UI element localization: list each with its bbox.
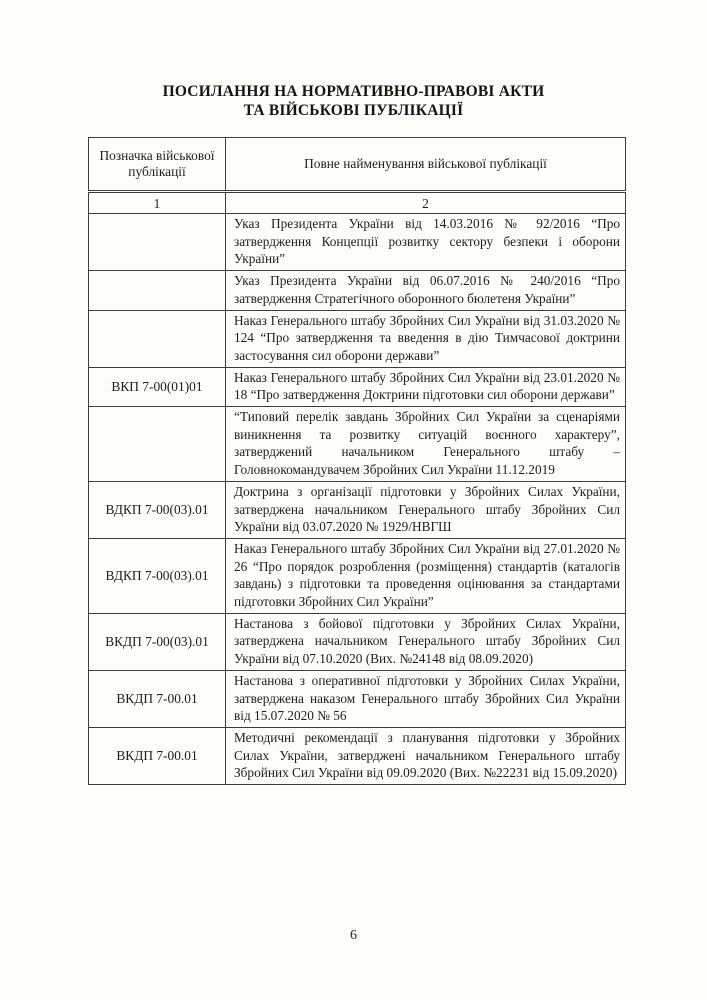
table-row <box>89 670 626 727</box>
column-header-designation: Позначка військової публікації <box>89 138 226 192</box>
table-row <box>89 613 626 670</box>
publication-code-cell: ВДКП 7-00(03).01 <box>89 481 226 538</box>
publication-code-cell <box>89 271 226 310</box>
publication-title-cell: Указ Президента України від 14.03.2016 № 92/2016 “Про затвердження Концепції розвитку сектору безпеки і оборони України” <box>226 214 626 271</box>
publication-code-cell: ВКП 7-00(01)01 <box>89 367 226 406</box>
column-number-1: 1 <box>89 192 226 214</box>
publication-title-cell: Наказ Генерального штабу Збройних Сил України від 27.01.2020 № 26 “Про порядок розроблення (розміщення) стандартів (каталогів завдань) з підготовки та проведення оцінювання за стандартами підготовки Збройних Сил України” <box>226 538 626 613</box>
publication-title-cell: “Типовий перелік завдань Збройних Сил України за сценаріями виникнення та розвитку ситуацій воєнного характеру”, затверджений начальником Генерального штабу – Головнокомандувачем Збройних Сил України 11.12.2019 <box>226 407 626 482</box>
publication-code-cell: ВКДП 7-00.01 <box>89 670 226 727</box>
publication-code-cell <box>89 407 226 482</box>
table-row <box>89 214 626 271</box>
table-row <box>89 481 626 538</box>
publication-title-cell: Настанова з бойової підготовки у Збройних Силах України, затверджена начальником Генерального штабу Збройних Сил України від 07.10.2020 (Вих. №24148 від 08.09.2020) <box>226 613 626 670</box>
table-row <box>89 271 626 310</box>
publication-code-cell: ВДКП 7-00(03).01 <box>89 538 226 613</box>
table-row <box>89 538 626 613</box>
publication-title-cell: Методичні рекомендації з планування підготовки у Збройних Силах України, затверджені начальником Генерального штабу Збройних Сил України від 09.09.2020 (Вих. №22231 від 15.09.2020) <box>226 727 626 784</box>
table-row <box>89 407 626 482</box>
page-number: 6 <box>350 928 357 943</box>
publication-title-cell: Доктрина з організації підготовки у Збройних Силах України, затверджена начальником Генерального штабу Збройних Сил України від 03.07.2020 № 1929/НВГШ <box>226 481 626 538</box>
page-title <box>0 0 707 120</box>
publication-title-cell: Настанова з оперативної підготовки у Збройних Силах України, затверджена наказом Генерального штабу Збройних Сил України від 15.07.2020 № 56 <box>226 670 626 727</box>
publication-code-cell <box>89 310 226 367</box>
page-title-line2: ТА ВІЙСЬКОВІ ПУБЛІКАЦІЇ <box>243 102 464 119</box>
column-number-row <box>89 192 626 214</box>
publication-title-cell: Наказ Генерального штабу Збройних Сил України від 23.01.2020 № 18 “Про затвердження Доктрини підготовки сил оборони держави” <box>226 367 626 406</box>
table-header-row <box>89 138 626 192</box>
table-row <box>89 310 626 367</box>
publication-code-cell <box>89 214 226 271</box>
table-row <box>89 727 626 784</box>
column-header-full-name: Повне найменування військової публікації <box>226 138 626 192</box>
column-number-2: 2 <box>226 192 626 214</box>
publication-code-cell: ВКДП 7-00.01 <box>89 727 226 784</box>
publication-code-cell: ВКДП 7-00(03).01 <box>89 613 226 670</box>
publication-title-cell: Указ Президента України від 06.07.2016 № 240/2016 “Про затвердження Стратегічного оборонного бюлетеня України” <box>226 271 626 310</box>
page-title-line1: ПОСИЛАННЯ НА НОРМАТИВНО-ПРАВОВІ АКТИ <box>162 83 545 100</box>
publication-title-cell: Наказ Генерального штабу Збройних Сил України від 31.03.2020 № 124 “Про затвердження та введення в дію Тимчасової доктрини застосування сил оборони держави” <box>226 310 626 367</box>
table-row <box>89 367 626 406</box>
publications-table <box>88 137 626 785</box>
